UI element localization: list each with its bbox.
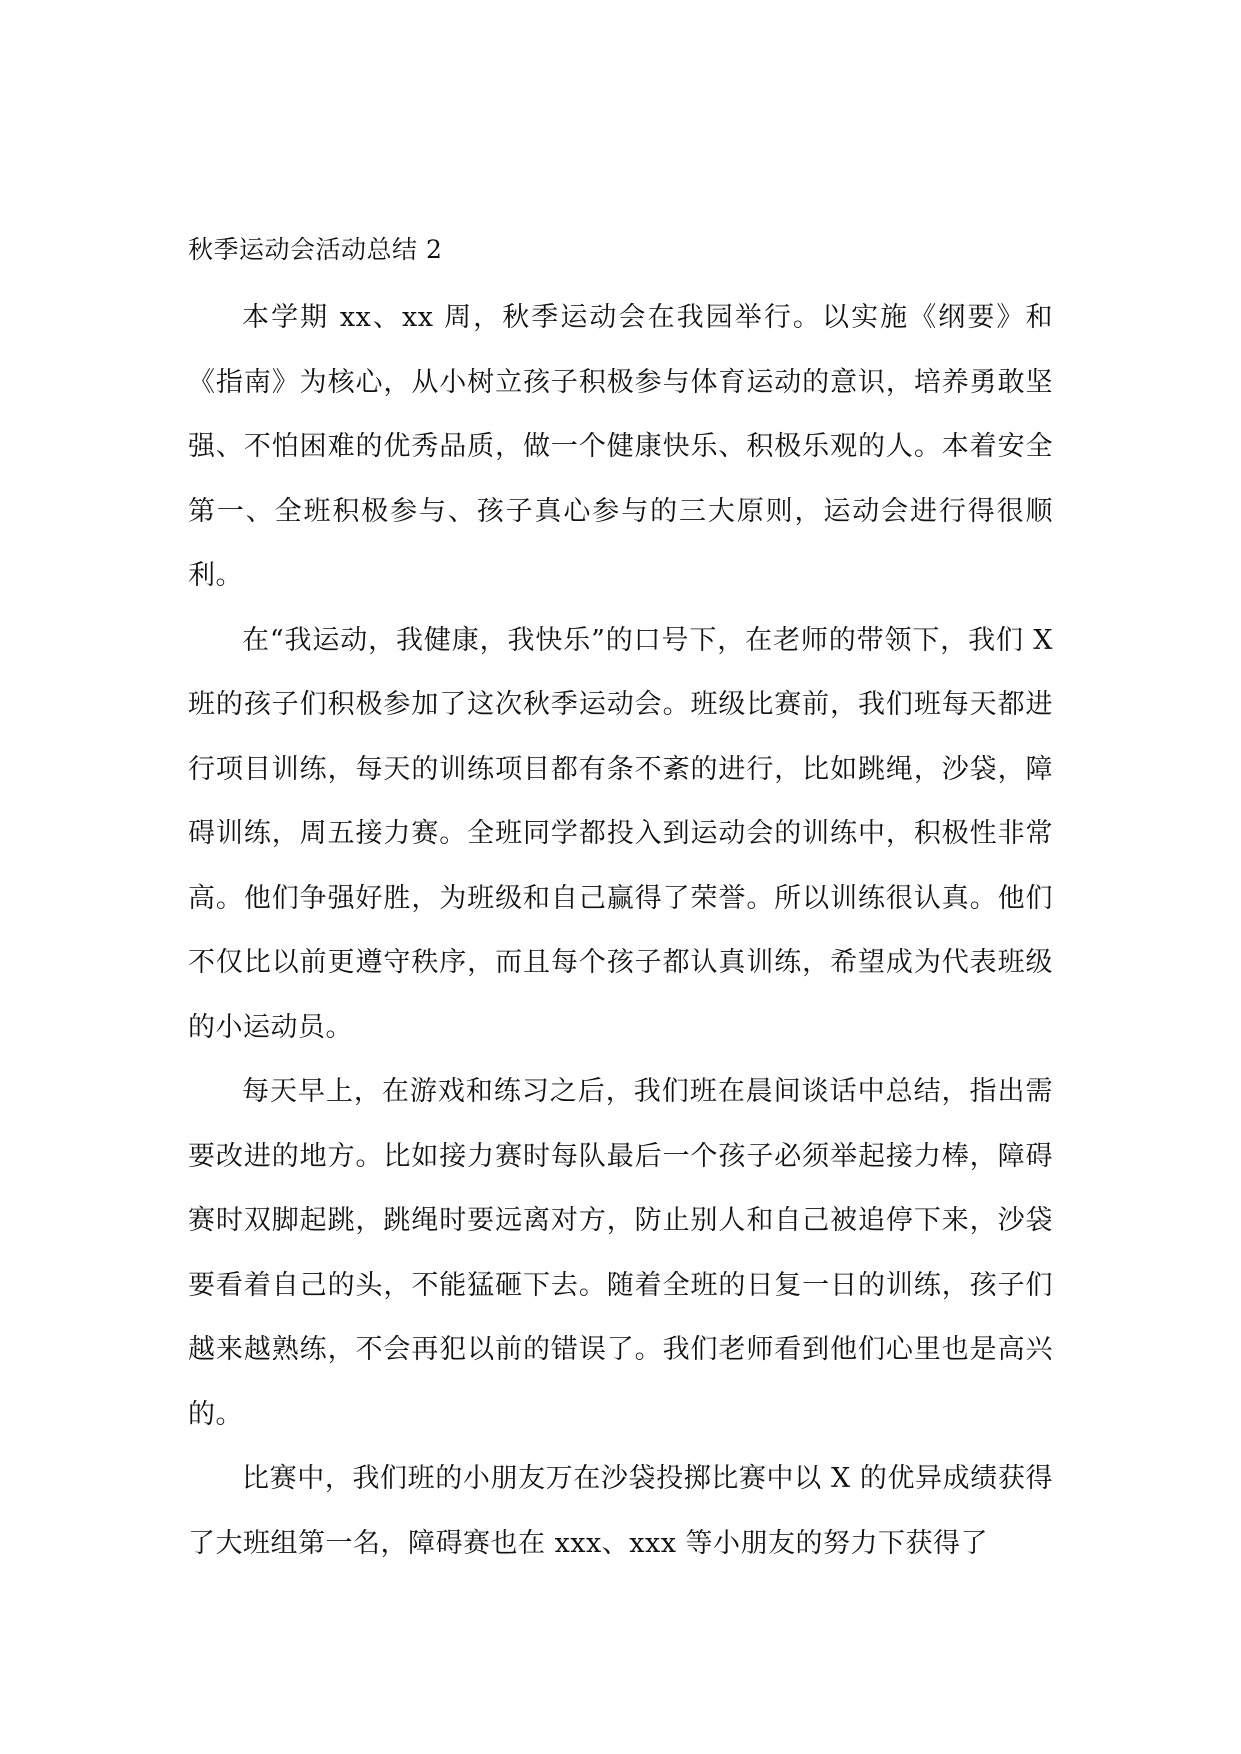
document-title: 秋季运动会活动总结 2 [188, 235, 443, 264]
document-body [188, 224, 1053, 1576]
paragraph: 每天早上，在游戏和练习之后，我们班在晨间谈话中总结，指出需要改进的地方。比如接力赛时每队最后一个孩子必须举起接力棒，障碍赛时双脚起跳，跳绳时要远离对方，防止别人和自己被追停下来，沙袋要看着自己的头，不能猛砸下去。随着全班的日复一日的训练，孩子们越来越熟练，不会再犯以前的错误了。我们老师看到他们心里也是高兴的。 [188, 1076, 1053, 1430]
paragraph: 本学期 xx、xx 周，秋季运动会在我园举行。以实施《纲要》和《指南》为核心，从小树立孩子积极参与体育运动的意识，培养勇敢坚强、不怕困难的优秀品质，做一个健康快乐、积极乐观的人。本着安全第一、全班积极参与、孩子真心参与的三大原则，运动会进行得很顺利。 [188, 302, 1053, 591]
paragraph: 比赛中，我们班的小朋友万在沙袋投掷比赛中以 X 的优异成绩获得了大班组第一名，障碍赛也在 xxx、xxx 等小朋友的努力下获得了 [188, 1463, 1053, 1559]
paragraph: 在“我运动，我健康，我快乐”的口号下，在老师的带领下，我们 X 班的孩子们积极参加了这次秋季运动会。班级比赛前，我们班每天都进行项目训练，每天的训练项目都有条不紊的进行，比如跳绳，沙袋，障碍训练，周五接力赛。全班同学都投入到运动会的训练中，积极性非常高。他们争强好胜，为班级和自己赢得了荣誉。所以训练很认真。他们不仅比以前更遵守秩序，而且每个孩子都认真训练，希望成为代表班级的小运动员。 [188, 624, 1053, 1043]
